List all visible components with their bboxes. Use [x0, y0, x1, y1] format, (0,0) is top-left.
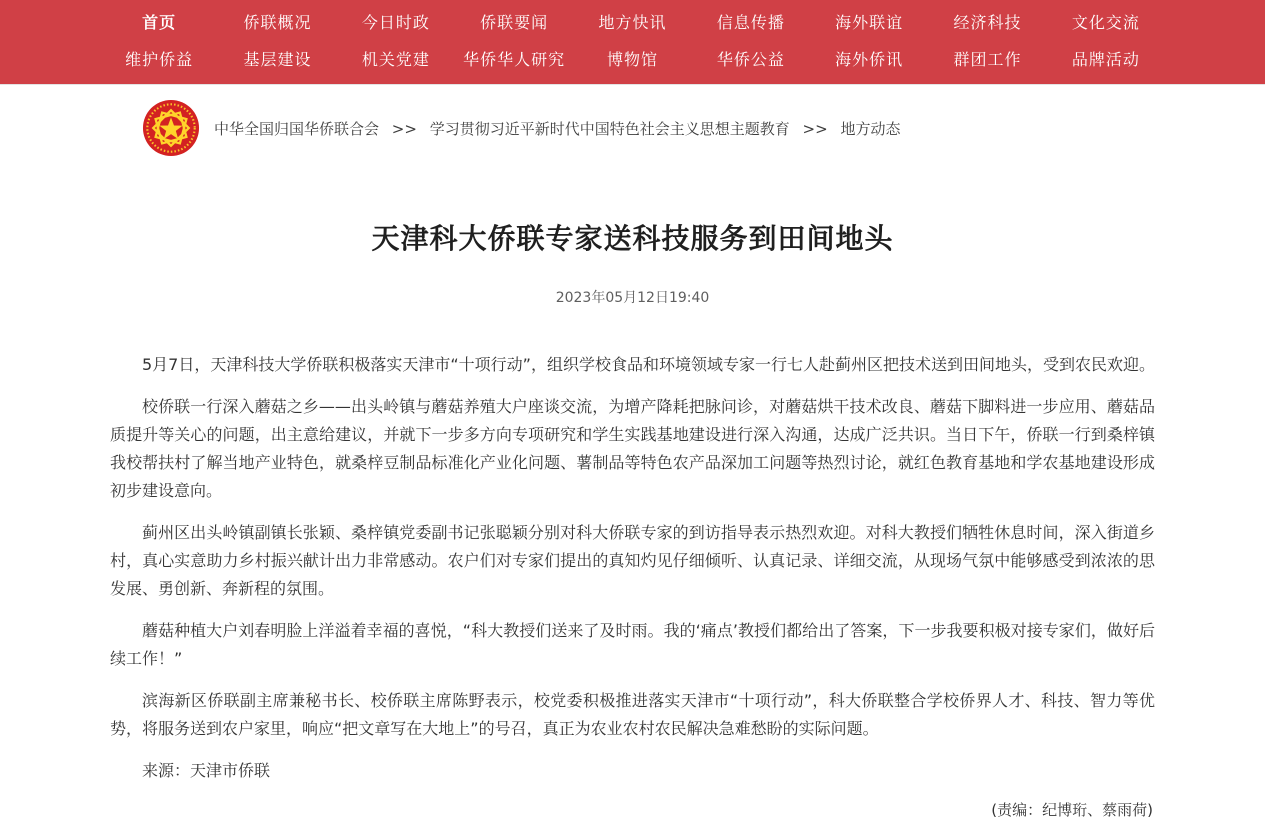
article-paragraph: 蓟州区出头岭镇副镇长张颖、桑梓镇党委副书记张聪颖分别对科大侨联专家的到访指导表示热烈欢迎。对科大教授们牺牲休息时间，深入街道乡村，真心实意助力乡村振兴献计出力非常感动。农户们对专家们提出的真知灼见仔细倾听、认真记录、详细交流，从现场气氛中能够感受到浓浓的思发展、勇创新、奔新程的氛围。 [110, 523, 1155, 598]
article [110, 169, 1155, 820]
article-paragraph: 滨海新区侨联副主席兼秘书长、校侨联主席陈野表示，校党委积极推进落实天津市“十项行动”，科大侨联整合学校侨界人才、科技、智力等优势，将服务送到农户家里，响应“把文章写在大地上”的号召，真正为农业农村农民解决急难愁盼的实际问题。 [110, 691, 1155, 738]
nav-item-current-politics[interactable]: 今日时政 [361, 13, 430, 32]
article-body [110, 351, 1155, 785]
article-title: 天津科大侨联专家送科技服务到田间地头 [371, 222, 894, 255]
top-navigation [0, 0, 1265, 85]
nav-item-museum[interactable]: 博物馆 [606, 50, 658, 69]
site-logo-emblem-icon[interactable] [142, 99, 200, 157]
editor-credit: (责编：纪博珩、蔡雨荷) [991, 801, 1153, 819]
nav-item-overseas-friendship[interactable]: 海外联谊 [835, 13, 904, 32]
nav-item-charity[interactable]: 华侨公益 [716, 50, 785, 69]
article-source: 来源：天津市侨联 [142, 761, 271, 780]
nav-item-brand-activities[interactable]: 品牌活动 [1071, 50, 1140, 69]
article-paragraph: 校侨联一行深入蘑菇之乡——出头岭镇与蘑菇养殖大户座谈交流，为增产降耗把脉问诊，对蘑菇烘干技术改良、蘑菇下脚料进一步应用、蘑菇品质提升等关心的问题，出主意给建议，并就下一步多方向专项研究和学生实践基地建设进行深入沟通，达成广泛共识。当日下午，侨联一行到桑梓镇我校帮扶村了解当地产业特色，就桑梓豆制品标准化产业化问题、薯制品等特色农产品深加工问题等热烈讨论，就红色教育基地和学农基地建设形成初步建设意向。 [110, 397, 1155, 500]
nav-row-2 [0, 41, 1265, 78]
nav-item-federation-overview[interactable]: 侨联概况 [243, 13, 312, 32]
nav-item-home[interactable]: 首页 [142, 13, 177, 32]
nav-item-rights-protection[interactable]: 维护侨益 [125, 50, 194, 69]
breadcrumb [214, 118, 900, 139]
breadcrumb-section [0, 85, 1265, 169]
nav-item-grassroots-building[interactable]: 基层建设 [243, 50, 312, 69]
nav-row-1 [0, 4, 1265, 41]
article-paragraph: 5月7日，天津科技大学侨联积极落实天津市“十项行动”，组织学校食品和环境领域专家一行七人赴蓟州区把技术送到田间地头，受到农民欢迎。 [142, 355, 1155, 374]
nav-item-overseas-chinese-news[interactable]: 海外侨讯 [835, 50, 904, 69]
nav-item-local-news[interactable]: 地方快讯 [598, 13, 667, 32]
nav-item-overseas-chinese-studies[interactable]: 华侨华人研究 [463, 50, 566, 69]
breadcrumb-topic-section[interactable]: 学习贯彻习近平新时代中国特色社会主义思想主题教育 [429, 119, 790, 138]
breadcrumb-category[interactable]: 地方动态 [840, 119, 901, 138]
article-paragraph: 蘑菇种植大户刘春明脸上洋溢着幸福的喜悦，“科大教授们送来了及时雨。我的‘痛点’教授们都给出了答案，下一步我要积极对接专家们，做好后续工作！” [110, 621, 1155, 668]
nav-item-federation-news[interactable]: 侨联要闻 [480, 13, 549, 32]
breadcrumb-separator: >> [802, 119, 828, 138]
nav-item-party-building[interactable]: 机关党建 [361, 50, 430, 69]
article-date: 2023年05月12日19:40 [555, 290, 710, 306]
nav-item-information-media[interactable]: 信息传播 [716, 13, 785, 32]
nav-item-group-work[interactable]: 群团工作 [953, 50, 1022, 69]
breadcrumb-site-home[interactable]: 中华全国归国华侨联合会 [214, 119, 380, 138]
nav-item-culture-exchange[interactable]: 文化交流 [1071, 13, 1140, 32]
breadcrumb-separator: >> [391, 119, 417, 138]
nav-item-economy-technology[interactable]: 经济科技 [953, 13, 1022, 32]
